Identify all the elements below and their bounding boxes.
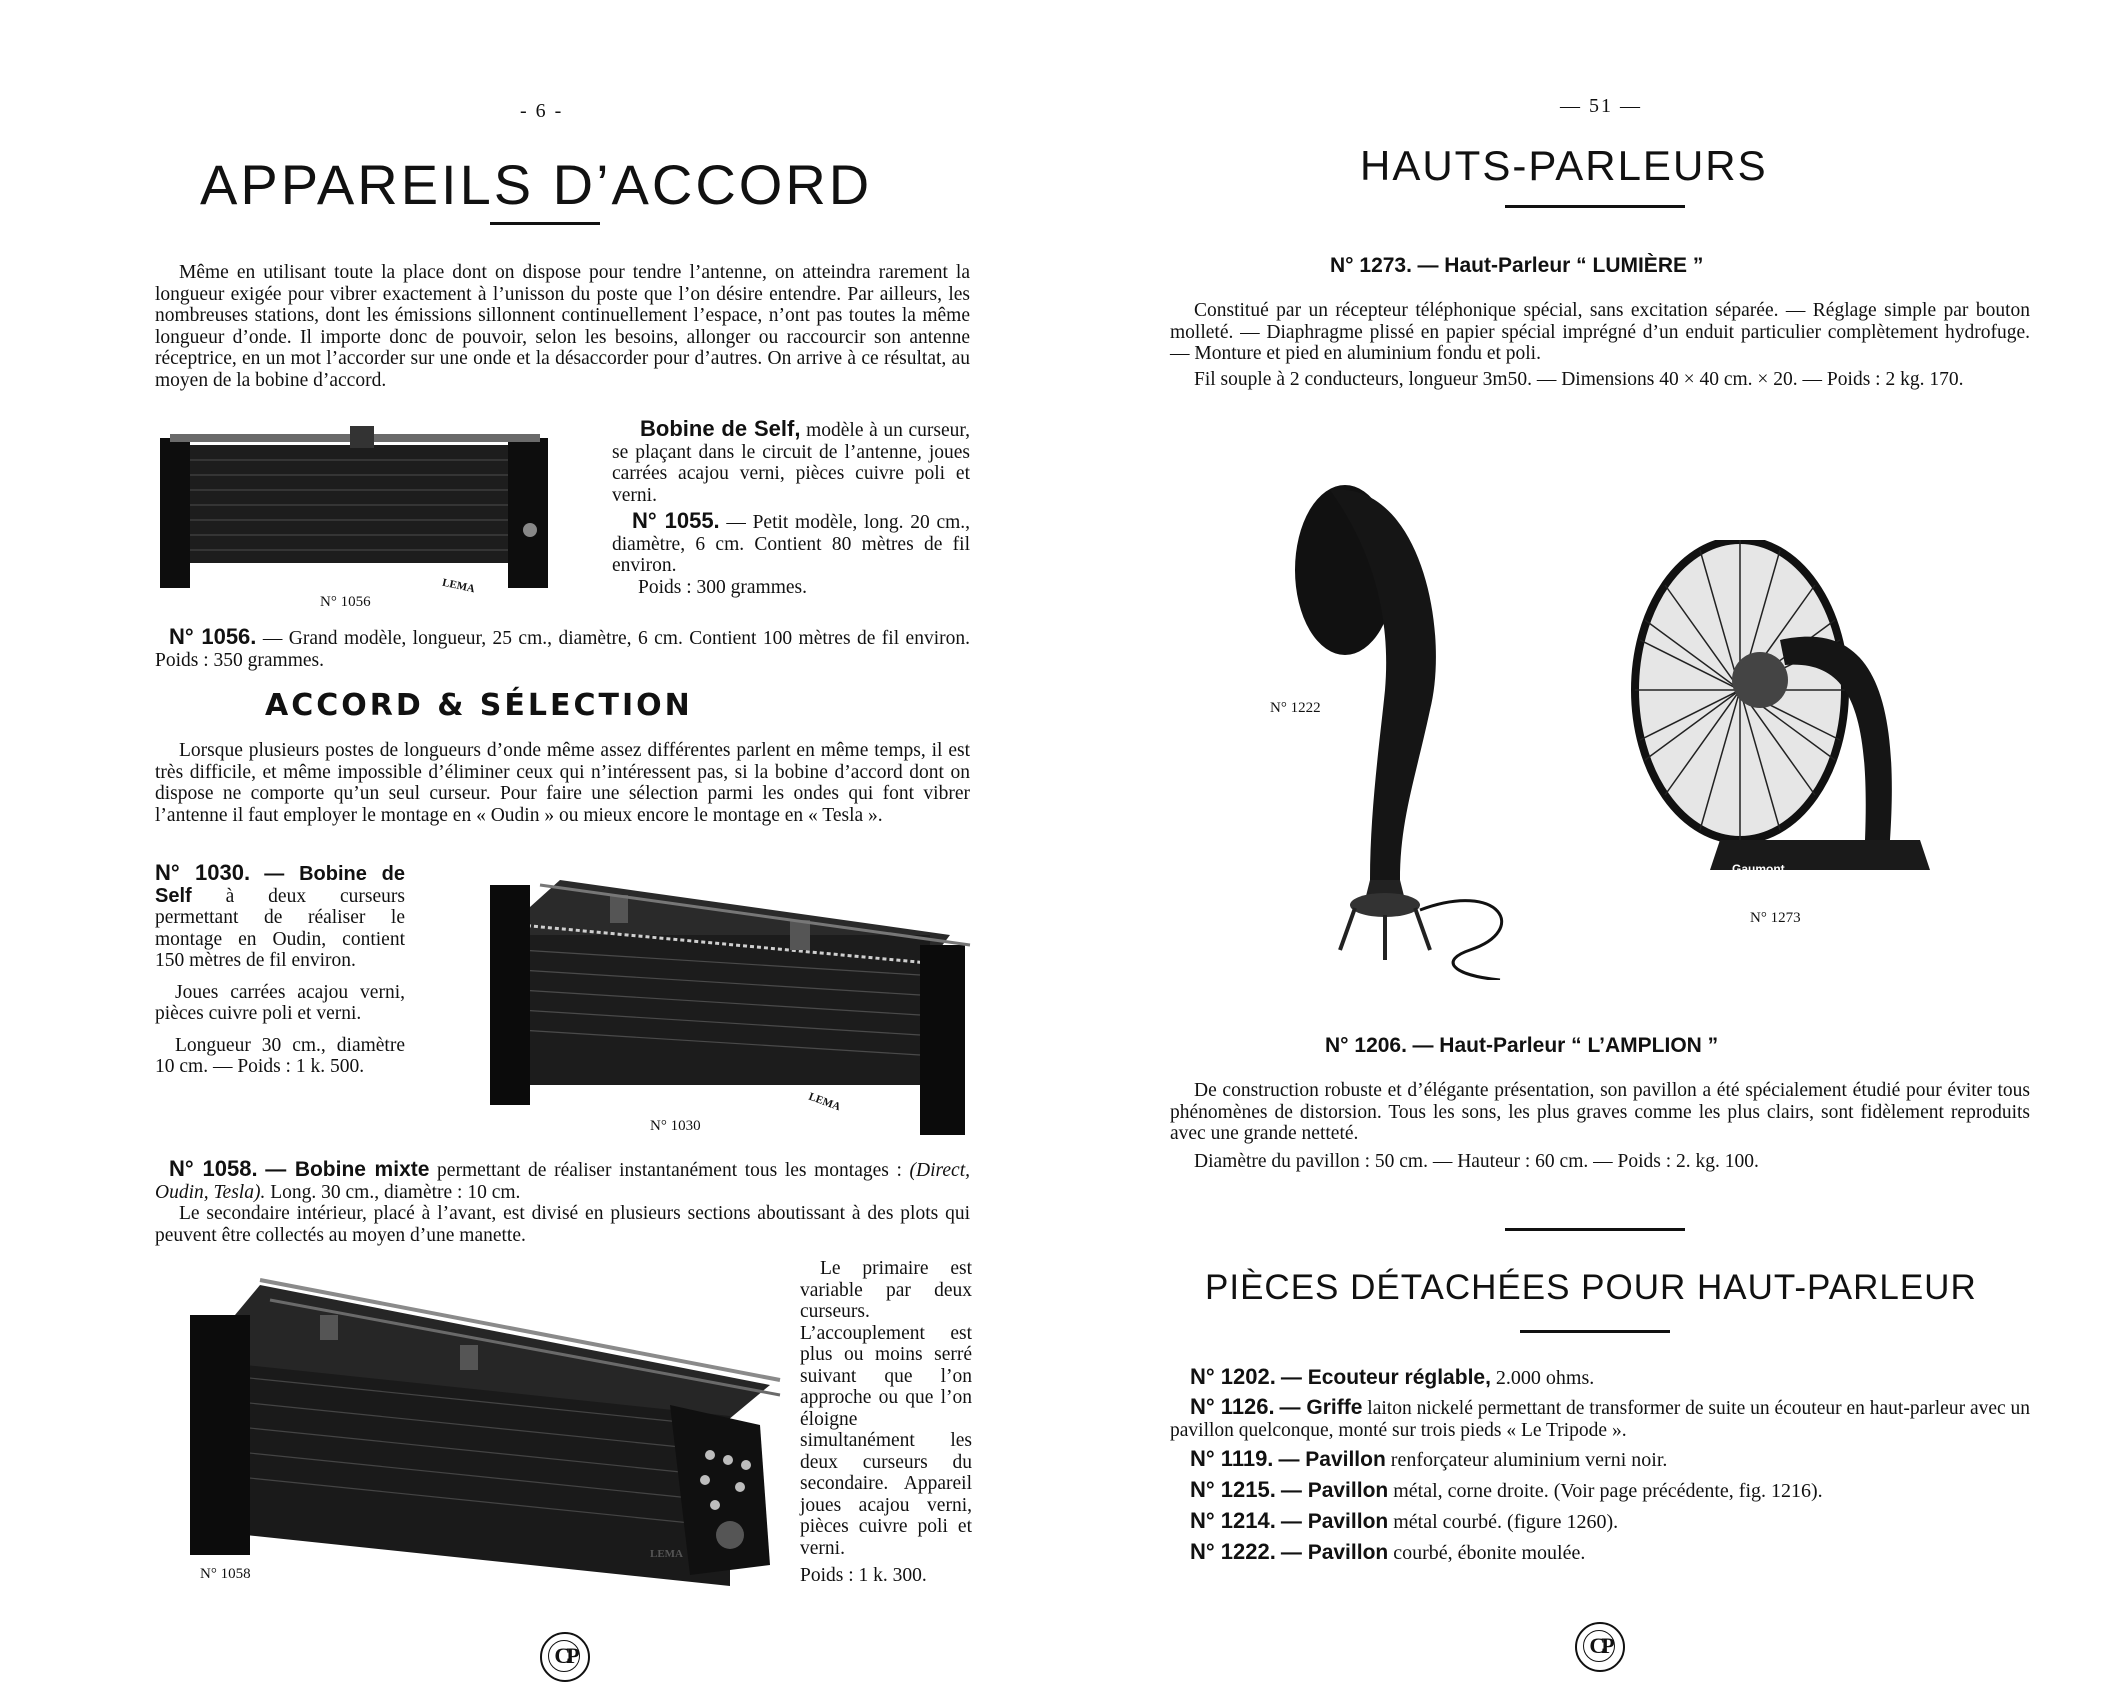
item-1030-text: à deux curseurs permettant de réaliser le montage en Oudin, contient 150 mètres de fil environ. <box>155 885 405 971</box>
item-1206-block <box>1170 1080 2030 1172</box>
part-item: N° 1215. — Pavillon métal, corne droite. (Voir page précédente, fig. 1216). <box>1190 1477 1823 1502</box>
section-title-underline <box>1520 1330 1670 1333</box>
item-1058-text-end: Long. 30 cm., diamètre : 10 cm. <box>270 1181 521 1203</box>
title-underline <box>490 222 600 225</box>
item-1055-weight: Poids : 300 grammes. <box>638 576 807 598</box>
item-1206-heading: — Haut-Parleur “ L’AMPLION ” <box>1412 1034 1719 1057</box>
item-1030-block <box>155 862 405 1078</box>
bobine-self-heading: Bobine de Self, <box>640 416 801 441</box>
page-title: HAUTS-PARLEURS <box>1360 142 1768 189</box>
part-item: N° 1202. — Ecouteur réglable, 2.000 ohms. <box>1190 1364 1595 1389</box>
item-1206-text2: Diamètre du pavillon : 50 cm. — Hauteur : 60 cm. — Poids : 2. kg. 100. <box>1194 1150 1759 1172</box>
intro-paragraph: Même en utilisant toute la place dont on dispose pour tendre l’antenne, on atteindra rarement la longueur exigée pour vibrer exactement à l’unisson du poste que l’on désire entendre. Par ailleurs, les nombreuses stations, dont les émissions sillonnent continuellement l’espace, n’ont pas toutes la même longueur d’onde. Il importe donc de pouvoir, selon les besoins, allonger ou raccourcir son antenne réceptrice, en un mot l’accorder sur une onde et la désaccorder pour d’autres. On arrive à ce résultat, au moyen de la bobine d’accord. <box>155 262 970 391</box>
bobine-self-block <box>612 418 970 598</box>
item-1030-text2: Joues carrées acajou verni, pièces cuivre poli et verni. <box>155 981 405 1024</box>
coil-1056-image <box>150 420 570 610</box>
item-1055-number: N° 1055. <box>632 508 720 533</box>
coil-1030-caption: N° 1030 <box>650 1118 701 1134</box>
horn-speaker-1222-image <box>1270 480 1600 980</box>
section-title-pieces: PIÈCES DÉTACHÉES POUR HAUT-PARLEUR <box>1205 1268 1977 1307</box>
item-1058-text: permettant de réaliser instantanément tous les montages : <box>437 1160 902 1181</box>
coil-1058-caption: N° 1058 <box>200 1566 251 1582</box>
item-1273-text: Constitué par un récepteur téléphonique spécial, sans excitation séparée. — Réglage simple par bouton molleté. — Diaphragme plissé en papier spécial imprégné d’un enduit particulier complètement hydrofuge. — Monture et pied en aluminium fondu et poli. <box>1170 300 2030 364</box>
item-1058-heading: — Bobine mixte <box>265 1158 430 1181</box>
item-1273-block <box>1170 300 2030 390</box>
item-1030-text3: Longueur 30 cm., diamètre 10 cm. — Poids : 1 k. 500. <box>155 1034 405 1077</box>
section-divider <box>1505 1228 1685 1231</box>
item-1206-heading-line <box>1325 1032 1718 1058</box>
item-1030-heading: — Bobine de Self <box>155 863 405 907</box>
disc-speaker-brand: Gaumont <box>1732 862 1785 876</box>
publisher-logo: CP <box>1575 1622 1625 1672</box>
item-1058-italic: (Direct, Oudin, Tesla). <box>155 1160 971 1203</box>
section-title-accord-selection: ACCORD & SÉLECTION <box>265 688 693 723</box>
right-page <box>1060 0 2120 1702</box>
item-1273-number: N° 1273. <box>1330 254 1412 277</box>
coil-1058-image <box>150 1255 790 1595</box>
item-1056-number: N° 1056. <box>169 624 257 649</box>
coil-1030-image <box>480 855 980 1135</box>
parts-list <box>1170 1362 2030 1568</box>
publisher-logo: CP <box>540 1632 590 1682</box>
item-1058-text2: Le secondaire intérieur, placé à l’avant, est divisé en plusieurs sections aboutissant à des plots qui peuvent être collectés au moyen d’une manette. <box>155 1203 970 1246</box>
item-1058-weight: Poids : 1 k. 300. <box>800 1565 927 1586</box>
item-1273-text2: Fil souple à 2 conducteurs, longueur 3m50. — Dimensions 40 × 40 cm. × 20. — Poids : 2 kg. 170. <box>1194 368 1964 390</box>
item-1056-block <box>155 626 970 671</box>
part-item: N° 1222. — Pavillon courbé, ébonite moulée. <box>1190 1539 1586 1564</box>
coil-1056-brand: LEMA <box>441 576 476 596</box>
part-item: N° 1119. — Pavillon renforçateur aluminium verni noir. <box>1190 1446 1668 1471</box>
item-1055-text: — Petit modèle, long. 20 cm., diamètre, 6 cm. Contient 80 mètres de fil environ. <box>612 512 971 576</box>
horn-speaker-1222-caption: N° 1222 <box>1270 700 1321 716</box>
coil-1056-caption: N° 1056 <box>320 594 371 610</box>
page-title: APPAREILS D’ACCORD <box>200 153 873 216</box>
page-number: - 6 - <box>520 100 564 122</box>
item-1206-number: N° 1206. <box>1325 1034 1407 1057</box>
item-1206-text: De construction robuste et d’élégante présentation, son pavillon a été spécialement étudié pour éviter tous phénomènes de distorsion. Tous les sons, les plus graves comme les plus clairs, sont fidèlement reproduits avec une grande netteté. <box>1170 1080 2030 1144</box>
disc-speaker-1273-caption: N° 1273 <box>1750 910 1801 926</box>
item-1058-side-text: Le primaire est variable par deux curseurs. L’accouplement est plus ou moins serré suivant que l’on approche ou que l’on éloigne simultanément les deux curseurs du secondaire. Appareil joues acajou verni, pièces cuivre poli et verni. Poids : 1 k. 300. <box>800 1258 972 1586</box>
item-1273-heading-line <box>1330 252 1703 278</box>
item-1058-number: N° 1058. <box>169 1156 258 1181</box>
item-1030-number: N° 1030. <box>155 860 251 885</box>
page-number: — 51 — <box>1560 95 1642 117</box>
part-item: N° 1126. — Griffe laiton nickelé permettant de transformer de suite un écouteur en haut-parleur avec un pavillon quelconque, monté sur trois pieds « Le Tripode ». <box>1170 1394 2031 1441</box>
selection-paragraph: Lorsque plusieurs postes de longueurs d’onde même assez différentes parlent en même temps, il est très difficile, et même impossible d’éliminer ceux qui n’intéressent pas, si la bobine d’accord dont on dispose ne comporte qu’un seul curseur. Pour faire une sélection parmi les ondes qui font vibrer l’antenne il faut employer le montage en « Oudin » ou mieux encore le montage en « Tesla ». <box>155 740 970 826</box>
item-1058-block <box>155 1158 970 1246</box>
item-1273-heading: — Haut-Parleur “ LUMIÈRE ” <box>1417 254 1704 277</box>
disc-speaker-1273-image <box>1620 540 1940 890</box>
title-underline <box>1505 205 1685 208</box>
bobine-self-desc: modèle à un curseur, se plaçant dans le circuit de l’antenne, joues carrées acajou verni, pièces cuivre poli et verni. <box>612 420 971 506</box>
coil-1030-brand: LEMA <box>806 1090 843 1114</box>
item-1056-text: — Grand modèle, longueur, 25 cm., diamètre, 6 cm. Contient 100 mètres de fil environ. Poids : 350 grammes. <box>155 628 971 671</box>
coil-1058-brand: LEMA <box>650 1548 683 1560</box>
part-item: N° 1214. — Pavillon métal courbé. (figure 1260). <box>1190 1508 1619 1533</box>
